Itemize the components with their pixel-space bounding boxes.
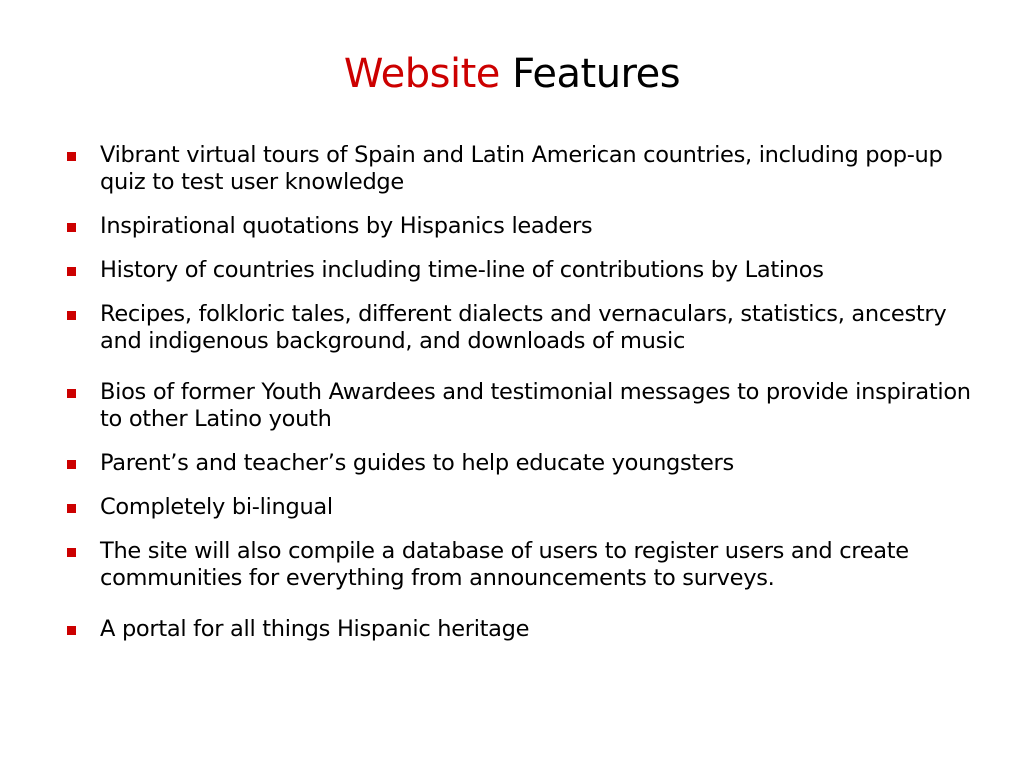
list-item-text: History of countries including time-line of contributions by Latinos [100, 257, 824, 283]
square-bullet-icon [67, 626, 76, 635]
slide-title [0, 46, 1024, 102]
list-item-text: Parent’s and teacher’s guides to help educate youngsters [100, 450, 734, 476]
list-item [62, 538, 982, 592]
list-item [62, 379, 982, 433]
list-item-text: Completely bi-lingual [100, 494, 333, 520]
square-bullet-icon [67, 152, 76, 161]
list-item [62, 257, 982, 284]
list-item-text: Inspirational quotations by Hispanics leaders [100, 213, 593, 239]
square-bullet-icon [67, 389, 76, 398]
square-bullet-icon [67, 267, 76, 276]
square-bullet-icon [67, 460, 76, 469]
list-item-text: A portal for all things Hispanic heritage [100, 616, 530, 642]
list-item-text: The site will also compile a database of users to register users and create communities for everything from announcements to surveys. [100, 538, 909, 591]
square-bullet-icon [67, 223, 76, 232]
title-rest-word: Features [512, 51, 681, 97]
list-item-text: Vibrant virtual tours of Spain and Latin American countries, including pop-up quiz to test user knowledge [100, 142, 943, 195]
square-bullet-icon [67, 548, 76, 557]
list-item-text: Bios of former Youth Awardees and testimonial messages to provide inspiration to other Latino youth [100, 379, 971, 432]
feature-list [62, 142, 982, 660]
list-item [62, 616, 982, 643]
title-accent-word: Website [343, 51, 500, 97]
list-item [62, 494, 982, 521]
list-item [62, 213, 982, 240]
list-item [62, 301, 982, 355]
list-item [62, 450, 982, 477]
square-bullet-icon [67, 504, 76, 513]
list-item [62, 142, 982, 196]
square-bullet-icon [67, 311, 76, 320]
list-item-text: Recipes, folkloric tales, different dialects and vernaculars, statistics, ancestry and indigenous background, and downloads of music [100, 301, 947, 354]
